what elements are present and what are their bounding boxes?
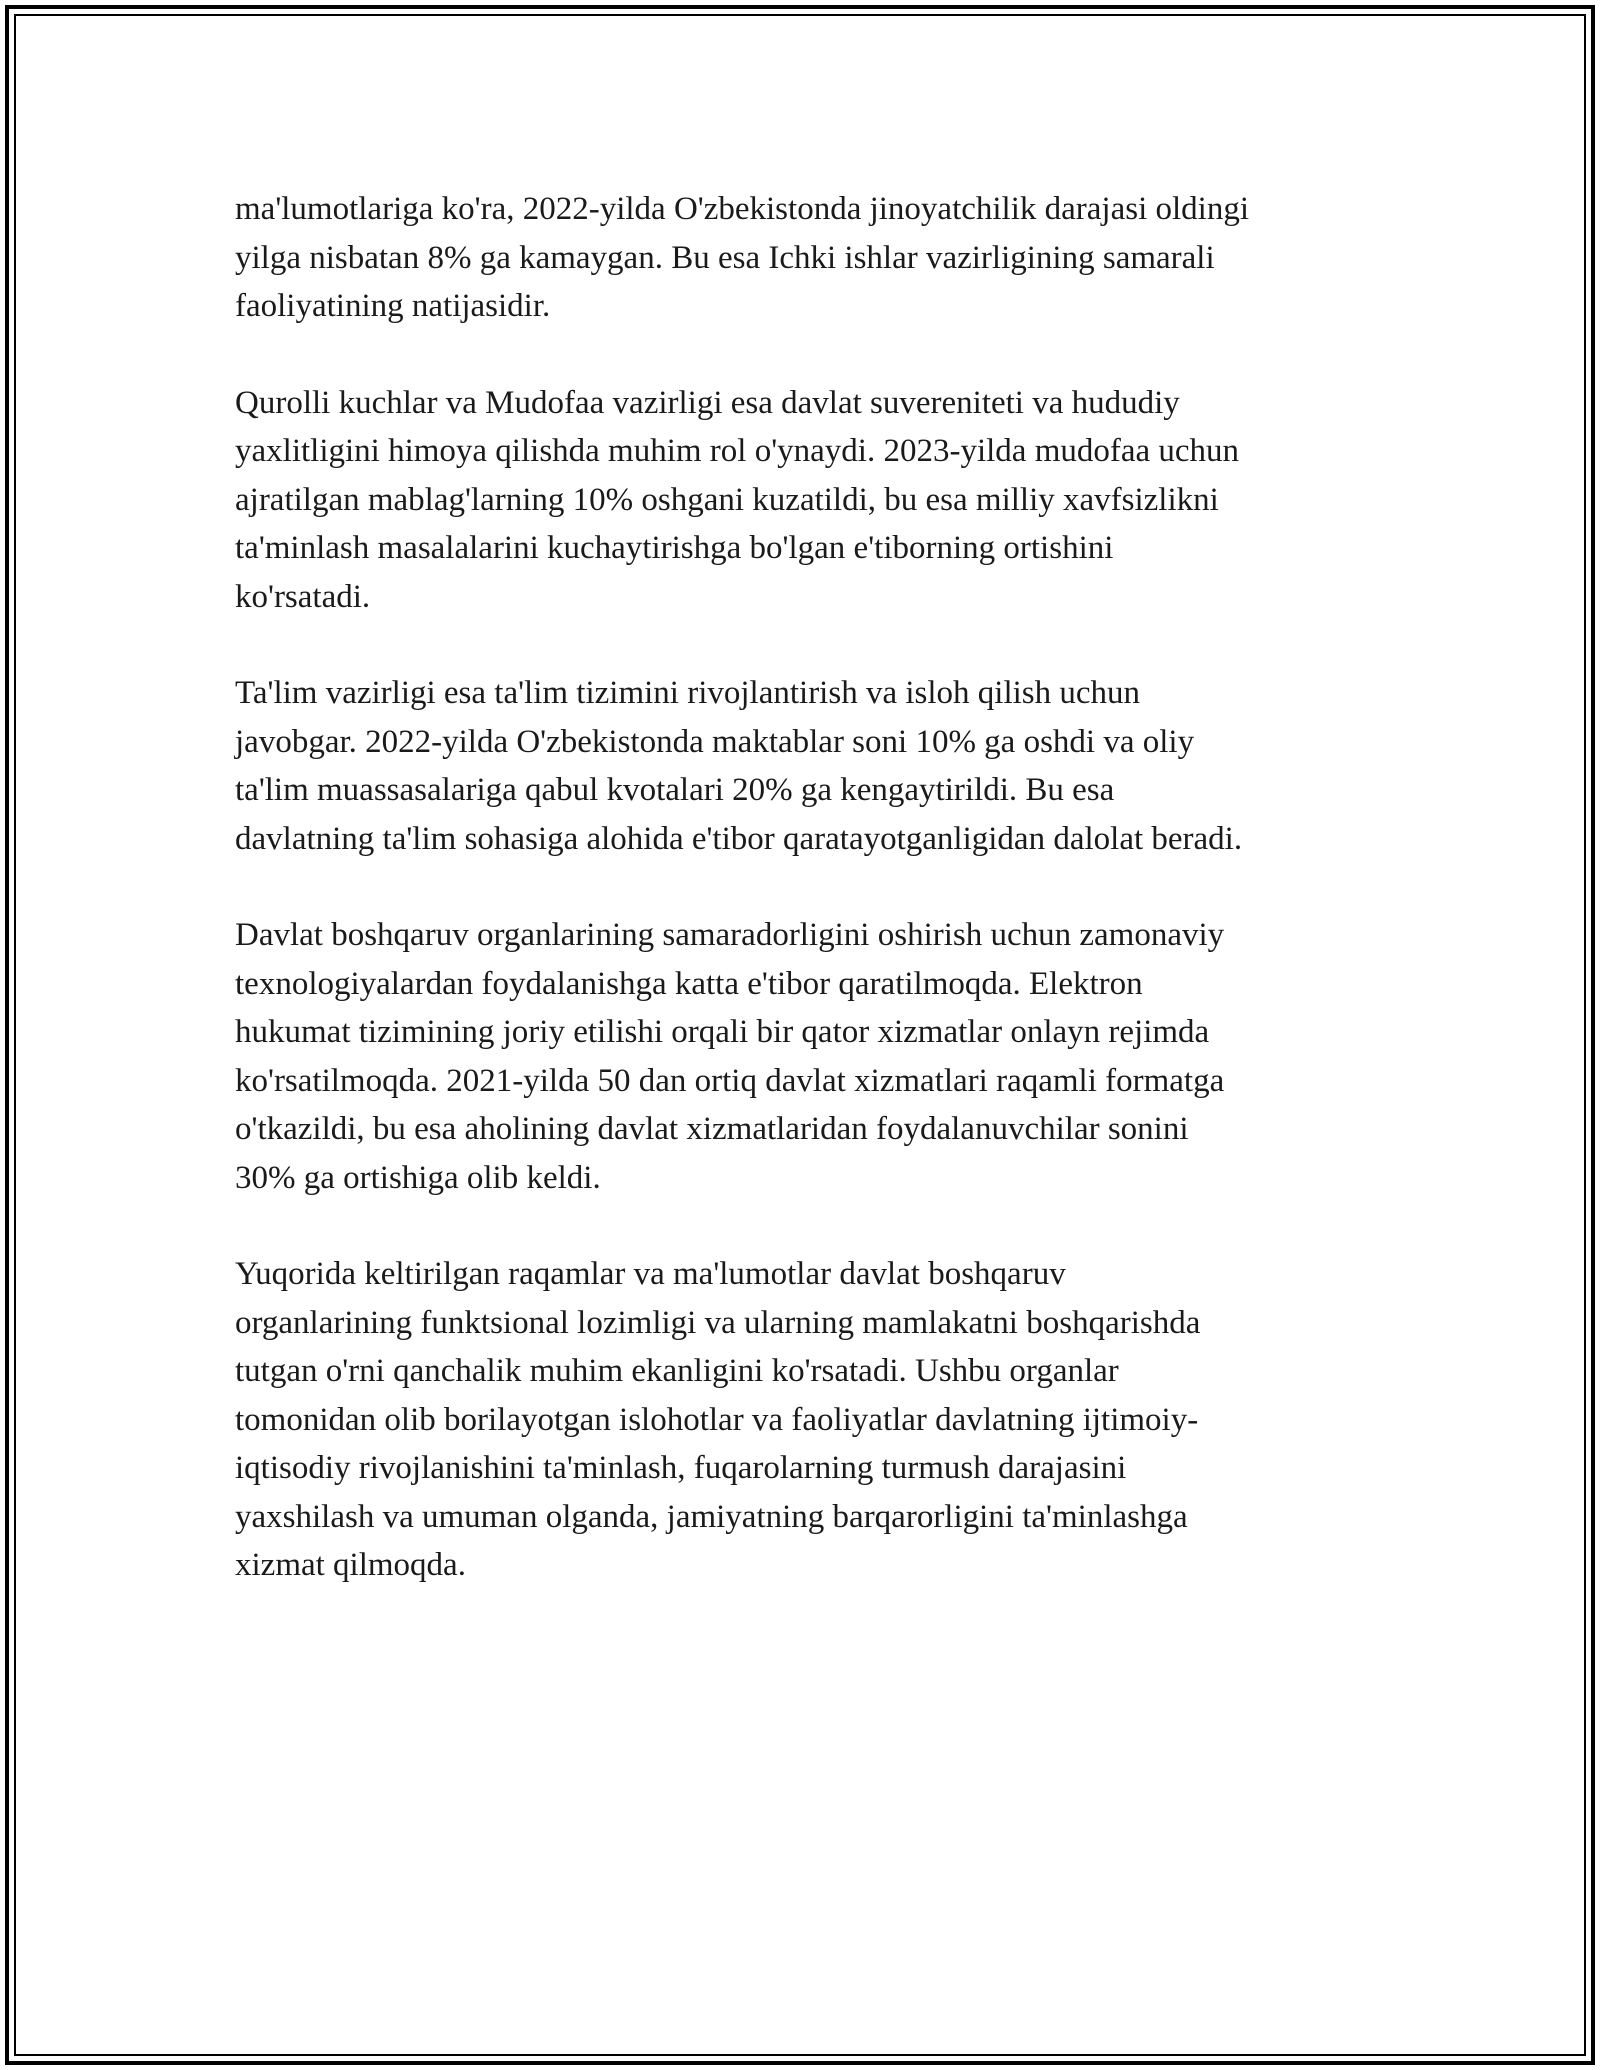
document-body — [235, 185, 1375, 1638]
paragraph-education: Ta'lim vazirligi esa ta'lim tizimini rivojlantirish va isloh qilish uchun javobgar. 2022-yilda O'zbekistonda maktablar soni 10% ga oshdi va oliy ta'lim muassasalariga qabul kvotalari 20% ga kengaytirildi. Bu esa davlatning ta'lim sohasiga alohida e'tibor qaratayotganligidan dalolat beradi. — [235, 675, 1243, 857]
paragraph-e-government: Davlat boshqaruv organlarining samaradorligini oshirish uchun zamonaviy texnologiyalardan foydalanishga katta e'tibor qaratilmoqda. Elektron hukumat tizimining joriy etilishi orqali bir qator xizmatlar onlayn rejimda ko'rsatilmoqda. 2021-yilda 50 dan ortiq davlat xizmatlari raqamli formatga o'tkazildi, bu esa aholining davlat xizmatlaridan foydalanuvchilar sonini 30% ga ortishiga olib keldi. — [235, 917, 1225, 1196]
paragraph-crime-statistics: ma'lumotlariga ko'ra, 2022-yilda O'zbekistonda jinoyatchilik darajasi oldingi yilga nisbatan 8% ga kamaygan. Bu esa Ichki ishlar vazirligining samarali faoliyatining natijasidir. — [235, 191, 1250, 324]
paragraph-defense: Qurolli kuchlar va Mudofaa vazirligi esa davlat suvereniteti va hududiy yaxlitligini himoya qilishda muhim rol o'ynaydi. 2023-yilda mudofaa uchun ajratilgan mablag'larning 10% oshgani kuzatildi, bu esa milliy xavfsizlikni ta'minlash masalalarini kuchaytirishga bo'lgan e'tiborning ortishini ko'rsatadi. — [235, 384, 1240, 615]
paragraph-conclusion: Yuqorida keltirilgan raqamlar va ma'lumotlar davlat boshqaruv organlarining funktsional lozimligi va ularning mamlakatni boshqarishda tutgan o'rni qanchalik muhim ekanligini ko'rsatadi. Ushbu organlar tomonidan olib borilayotgan islohotlar va faoliyatlar davlatning ijtimoiy- iqtisodiy rivojlanishini ta'minlash, fuqarolarning turmush darajasini yaxshilash va umuman olganda, jamiyatning barqarorligini ta'minlashga xizmat qilmoqda. — [235, 1256, 1201, 1583]
